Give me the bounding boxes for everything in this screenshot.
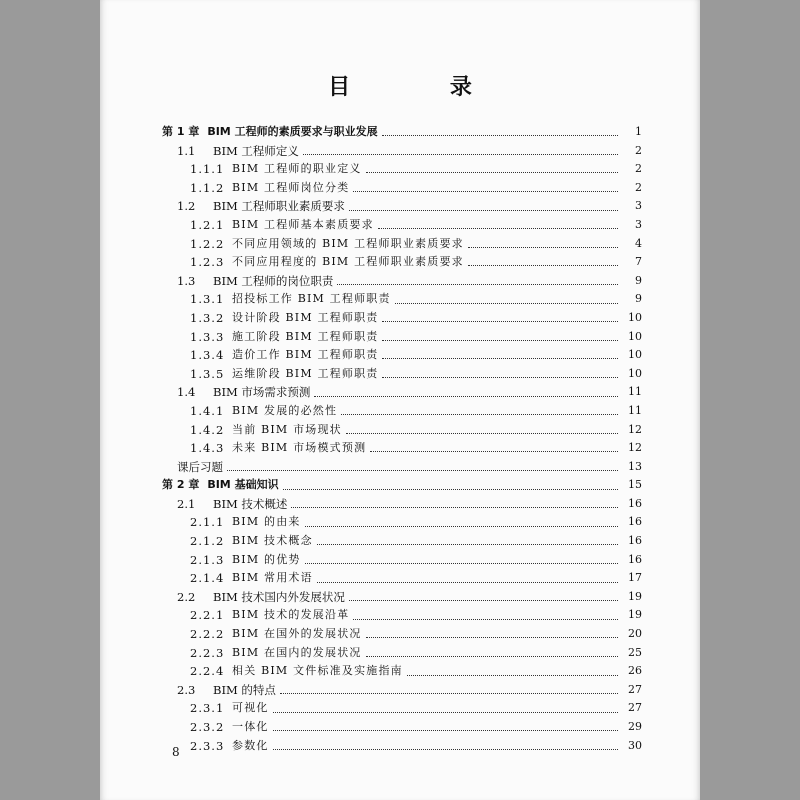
dot-leader xyxy=(382,339,618,341)
toc-entry-label: BIM 工程师的岗位职责 xyxy=(213,273,334,288)
dot-leader xyxy=(395,302,618,304)
toc-entry-page: 27 xyxy=(628,701,642,715)
toc-entry-label: 课后习题 xyxy=(177,459,223,474)
page-title: 目 录 xyxy=(328,74,518,100)
toc-entry-number: 2.3 xyxy=(177,682,196,697)
toc-entry-label: BIM 的特点 xyxy=(213,682,276,697)
toc-chapter xyxy=(162,123,642,142)
toc-entry-page: 10 xyxy=(628,348,642,362)
toc-entry-number: 2.1.1 xyxy=(190,515,225,530)
toc-entry-number: 1.4.1 xyxy=(190,403,225,418)
toc-entry-number: 2.2 xyxy=(177,589,196,604)
toc-entry-page: 19 xyxy=(628,589,642,603)
toc-entry-number: 1.3.5 xyxy=(190,366,225,381)
document-page xyxy=(100,0,700,800)
toc-entry-label: BIM 发展的必然性 xyxy=(232,403,338,417)
toc-entry-page: 17 xyxy=(628,571,642,585)
toc-entry xyxy=(162,569,642,588)
toc-entry xyxy=(162,551,642,570)
toc-entry-page: 13 xyxy=(628,459,642,473)
toc-entry xyxy=(162,606,642,625)
dot-leader xyxy=(353,618,618,620)
toc-entry-label: BIM 在国外的发展状况 xyxy=(232,627,362,641)
toc-entry xyxy=(162,532,642,551)
toc-entry-label: BIM 技术的发展沿革 xyxy=(232,608,350,622)
toc-entry-label: 造价工作 BIM 工程师职责 xyxy=(232,348,379,362)
dot-leader xyxy=(468,264,618,266)
toc-entry-label: 一体化 xyxy=(232,720,269,733)
toc-entry xyxy=(162,495,642,514)
toc-entry-label: BIM 技术概念 xyxy=(232,534,313,548)
dot-leader xyxy=(349,209,618,211)
toc-entry xyxy=(162,681,642,700)
dot-leader xyxy=(273,748,618,750)
dot-leader xyxy=(303,153,618,155)
dot-leader xyxy=(346,432,618,434)
toc-chapter xyxy=(162,476,642,495)
toc-entry-page: 9 xyxy=(635,273,642,287)
toc-entry xyxy=(162,142,642,161)
toc-entry-page: 16 xyxy=(628,496,642,510)
toc-entry-number: 1.1.2 xyxy=(190,180,225,195)
toc-entry xyxy=(162,179,642,198)
toc-entry xyxy=(162,588,642,607)
dot-leader xyxy=(280,692,618,694)
toc-entry-page: 2 xyxy=(635,180,642,194)
toc-entry-page: 15 xyxy=(628,478,642,492)
toc-entry-label: 当前 BIM 市场现状 xyxy=(232,422,342,436)
toc-entry-label: BIM 技术概述 xyxy=(213,496,288,511)
toc-entry-page: 4 xyxy=(635,236,642,250)
toc-entry-page: 20 xyxy=(628,627,642,641)
toc-entry-label: 招投标工作 BIM 工程师职责 xyxy=(232,292,391,306)
dot-leader xyxy=(317,581,618,583)
toc-entry xyxy=(162,253,642,272)
dot-leader xyxy=(273,729,618,731)
toc-entry-number: 2.2.4 xyxy=(190,664,225,679)
toc-entry-label: 相关 BIM 文件标准及实施指南 xyxy=(232,664,403,678)
toc-entry-page: 12 xyxy=(628,441,642,455)
toc-entry xyxy=(162,272,642,291)
toc-entry-page: 2 xyxy=(635,162,642,176)
toc-entry xyxy=(162,216,642,235)
toc-entry-number: 2.1.3 xyxy=(190,552,225,567)
toc-entry-page: 1 xyxy=(635,125,642,138)
toc-entry xyxy=(162,662,642,681)
toc-entry-number: 第 2 章 xyxy=(162,478,200,492)
toc-entry-label: BIM 的优势 xyxy=(232,552,301,566)
dot-leader xyxy=(341,413,618,415)
toc-entry-page: 11 xyxy=(628,385,642,399)
toc-entry-label: BIM 工程师职业素质要求 xyxy=(213,199,345,214)
toc-entry xyxy=(162,235,642,254)
toc-entry-number: 1.1.1 xyxy=(190,162,225,177)
toc-entry-page: 10 xyxy=(628,329,642,343)
toc-entry-page: 16 xyxy=(628,552,642,566)
toc-entry-label: 运维阶段 BIM 工程师职责 xyxy=(232,366,379,380)
toc-entry-page: 16 xyxy=(628,515,642,529)
dot-leader xyxy=(273,711,618,713)
dot-leader xyxy=(314,395,618,397)
toc-entry xyxy=(162,309,642,328)
toc-entry-label: BIM 工程师岗位分类 xyxy=(232,180,350,194)
dot-leader xyxy=(370,450,618,452)
toc-entry-page: 11 xyxy=(628,403,642,417)
dot-leader xyxy=(227,469,618,471)
toc-entry-number: 1.4 xyxy=(177,385,196,400)
toc-entry xyxy=(162,625,642,644)
toc-entry-number: 2.1.4 xyxy=(190,571,225,586)
toc-entry xyxy=(162,718,642,737)
toc-entry-number: 2.3.2 xyxy=(190,720,225,734)
toc-entry-label: BIM 工程师定义 xyxy=(213,143,299,158)
dot-leader xyxy=(305,525,618,527)
toc-entry-number: 2.2.3 xyxy=(190,645,225,660)
toc-entry-page: 25 xyxy=(628,645,642,659)
dot-leader xyxy=(366,655,618,657)
toc-entry-page: 30 xyxy=(628,738,642,752)
toc-entry xyxy=(162,328,642,347)
toc-entry-number: 1.3 xyxy=(177,273,196,288)
toc-entry-page: 26 xyxy=(628,664,642,678)
toc-entry-number: 1.4.2 xyxy=(190,422,225,437)
toc-entry-label: 设计阶段 BIM 工程师职责 xyxy=(232,310,379,324)
dot-leader xyxy=(468,246,618,248)
toc-entry xyxy=(162,402,642,421)
dot-leader xyxy=(349,599,618,601)
toc-entry xyxy=(162,439,642,458)
toc-entry-page: 3 xyxy=(635,199,642,213)
toc-entry xyxy=(162,421,642,440)
toc-entry-page: 9 xyxy=(635,292,642,306)
toc-entry-number: 2.3.1 xyxy=(190,701,225,716)
toc-entry xyxy=(162,644,642,663)
dot-leader xyxy=(378,227,618,229)
dot-leader xyxy=(407,674,618,676)
toc-entry xyxy=(162,346,642,365)
toc-entry xyxy=(162,290,642,309)
toc-entry-number: 1.2.3 xyxy=(190,255,225,270)
toc-entry-label: BIM 工程师的职业定义 xyxy=(232,162,362,176)
dot-leader xyxy=(337,283,618,285)
toc-entry-label: 可视化 xyxy=(232,701,269,715)
toc-entry xyxy=(162,197,642,216)
toc-entry-label: 参数化 xyxy=(232,738,269,752)
dot-leader xyxy=(382,320,618,322)
toc-entry-label: BIM 常用术语 xyxy=(232,571,313,585)
toc-entry-number: 2.1 xyxy=(177,496,196,511)
toc-entry-page: 19 xyxy=(628,608,642,622)
toc-entry-label: BIM 工程师的素质要求与职业发展 xyxy=(207,125,378,138)
toc-entry-label: 未来 BIM 市场模式预测 xyxy=(232,441,367,455)
toc-entry-label: BIM 基础知识 xyxy=(207,478,279,492)
toc-entry-page: 10 xyxy=(628,310,642,324)
toc-entry-number: 1.4.3 xyxy=(190,441,225,456)
toc-entry-number: 2.2.2 xyxy=(190,627,225,642)
toc-entry-number: 1.2.1 xyxy=(190,217,225,232)
dot-leader xyxy=(382,376,618,378)
table-of-contents xyxy=(162,123,642,755)
dot-leader xyxy=(283,488,618,490)
dot-leader xyxy=(317,543,618,545)
toc-entry xyxy=(162,383,642,402)
toc-entry-label: BIM 的由来 xyxy=(232,515,301,529)
toc-entry-page: 7 xyxy=(635,255,642,269)
dot-leader xyxy=(291,506,618,508)
dot-leader xyxy=(382,357,618,359)
toc-entry xyxy=(162,699,642,718)
toc-entry-page: 16 xyxy=(628,534,642,548)
toc-entry-number: 1.3.3 xyxy=(190,329,225,344)
toc-entry-number: 2.1.2 xyxy=(190,534,225,549)
toc-entry-number: 1.1 xyxy=(177,143,196,158)
toc-entry-page: 10 xyxy=(628,366,642,380)
toc-entry-page: 27 xyxy=(628,682,642,696)
toc-entry-number: 1.2 xyxy=(177,199,196,214)
toc-entry xyxy=(162,365,642,384)
dot-leader xyxy=(305,562,618,564)
dot-leader xyxy=(353,190,618,192)
toc-entry-page: 12 xyxy=(628,422,642,436)
toc-entry-label: BIM 工程师基本素质要求 xyxy=(232,217,374,231)
toc-entry-number: 第 1 章 xyxy=(162,125,200,138)
toc-entry xyxy=(162,513,642,532)
toc-entry-label: BIM 在国内的发展状况 xyxy=(232,645,362,659)
dot-leader xyxy=(366,636,618,638)
toc-entry-page: 3 xyxy=(635,217,642,231)
toc-entry xyxy=(162,458,642,477)
dot-leader xyxy=(382,134,618,136)
toc-entry-number: 1.3.1 xyxy=(190,292,225,307)
toc-entry-number: 1.3.2 xyxy=(190,310,225,325)
toc-entry xyxy=(162,160,642,179)
toc-entry xyxy=(162,737,642,756)
toc-entry-number: 1.2.2 xyxy=(190,236,225,251)
dot-leader xyxy=(366,171,618,173)
toc-entry-label: 不同应用领域的 BIM 工程师职业素质要求 xyxy=(232,236,464,250)
toc-entry-page: 2 xyxy=(635,143,642,157)
toc-entry-page: 29 xyxy=(628,720,642,733)
toc-entry-label: 施工阶段 BIM 工程师职责 xyxy=(232,329,379,343)
toc-entry-number: 1.3.4 xyxy=(190,348,225,363)
toc-entry-label: 不同应用程度的 BIM 工程师职业素质要求 xyxy=(232,255,464,269)
toc-entry-label: BIM 市场需求预测 xyxy=(213,385,311,400)
toc-entry-label: BIM 技术国内外发展状况 xyxy=(213,589,345,604)
page-number: 8 xyxy=(172,745,180,759)
toc-entry-number: 2.2.1 xyxy=(190,608,225,623)
toc-entry-number: 2.3.3 xyxy=(190,738,225,753)
